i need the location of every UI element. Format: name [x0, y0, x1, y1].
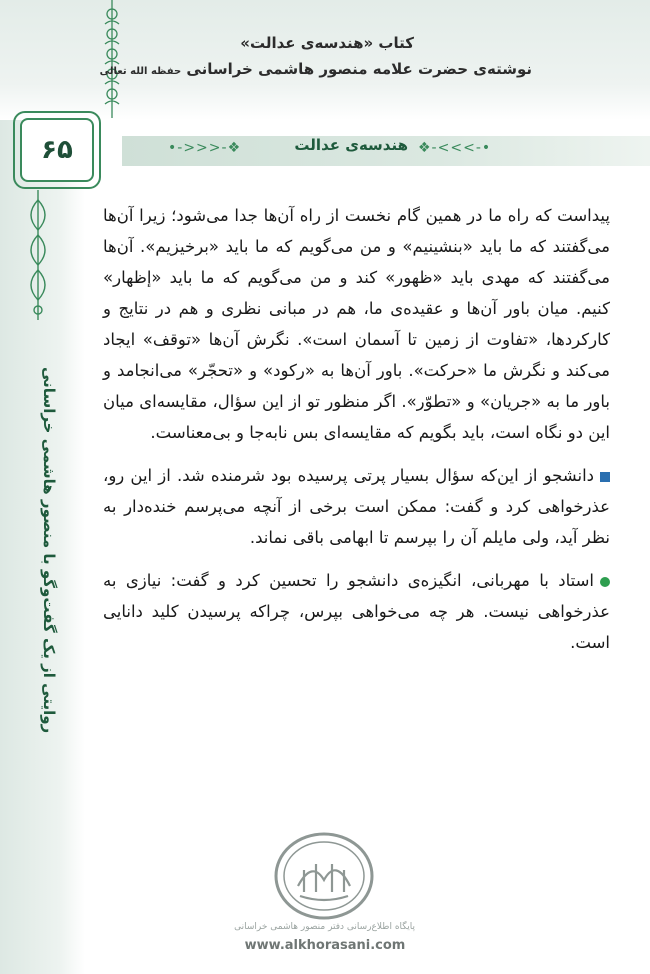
sidebar-vertical-title: روایتی از یک گفت‌وگو با منصور هاشمی خراسانی [40, 366, 58, 734]
book-author [100, 60, 532, 78]
band-ornament-left-icon: •->>>-❖ [168, 140, 242, 156]
running-title: هندسه‌ی عدالت [294, 136, 408, 154]
author-honorific: حفظه الله تعالی [99, 66, 182, 77]
paragraph-3-text: استاد با مهربانی، انگیزه‌ی دانشجو را تحسین کرد و گفت: نیازی به عذرخواهی نیست. هر چه می‌خواهی بپرس، چراکه پرسیدن کلید دانایی است. [103, 571, 610, 652]
sidebar-ornament-icon [20, 190, 56, 320]
circle-bullet-icon [600, 577, 610, 587]
paragraph-1: پیداست که راه ما در همین گام نخست از راه آن‌ها جدا می‌شود؛ زیرا آن‌ها می‌گفتند که ما باید «بنشینیم» و من می‌گویم که ما باید «برخیزیم». آن‌ها می‌گفتند که مهدی باید «ظهور» کند و من می‌گویم که ما باید «إظهار» کنیم. میان باور آن‌ها و عقیده‌ی ما، هم در مبانی نظری و هم در نتایج و کارکردها، «تفاوت از زمین تا آسمان است». نگرش آن‌ها «توقف» ایجاد می‌کند و نگرش ما «حرکت». باور آن‌ها به «رکود» و «تحجّر» می‌انجامد و باور ما به «جریان» و «تطوّر». اگر منظور تو از این سؤال، مقایسه‌ای میان این دو نگاه است، باید بگویم که مقایسه‌ای بس نابه‌جا و بی‌معناست. [103, 206, 610, 442]
page-number: ۶۵ [20, 118, 94, 182]
band-ornament-right-icon: ❖-<<<-• [418, 140, 492, 156]
author-name: نوشته‌ی حضرت علامه منصور هاشمی خراسانی [186, 60, 532, 78]
paragraph-3 [103, 565, 610, 658]
paragraph-2-text: دانشجو از این‌که سؤال بسیار پرتی پرسیده بود شرمنده شد. از این رو، عذرخواهی کرد و گفت: ممکن است برخی از آنچه می‌پرسم خنده‌دار به نظر آید، ولی مایلم آن را بپرسم تا ابهامی باقی نماند. [103, 466, 610, 547]
paragraph-2 [103, 460, 610, 553]
header-ornament-icon [103, 0, 121, 118]
seal-logo-icon [272, 830, 376, 922]
footer-watermark: پایگاه اطلاع‌رسانی دفتر منصور هاشمی خراسانی [234, 922, 415, 932]
square-bullet-icon [600, 472, 610, 482]
body-text [103, 200, 610, 658]
website-url[interactable]: www.alkhorasani.com [244, 938, 406, 953]
book-title: کتاب «هندسه‌ی عدالت» [240, 34, 414, 52]
